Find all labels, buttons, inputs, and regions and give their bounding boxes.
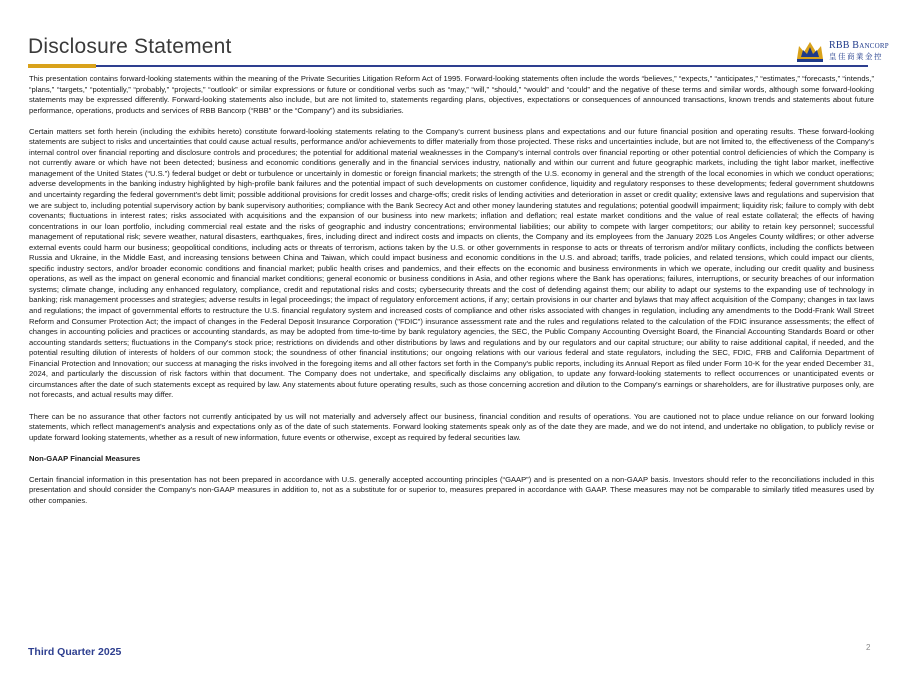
title-divider-accent bbox=[28, 64, 96, 68]
nongaap-heading: Non-GAAP Financial Measures bbox=[29, 453, 141, 463]
logo-chinese-name: 皇佳商業金控 bbox=[829, 52, 883, 62]
paragraph-nongaap: Certain financial information in this presentation has not been prepared in accordance with U.S. generally accepted accounting principles (“GAAP”) and is presented on a non-GAAP basis. Investors should refer to the reconciliations included in this presentation and should consider the Company's non-GAAP measures in addition to, not as a substitute for or superior to, measures prepared in accordance with GAAP. These measures may not be comparable to similarly titled measures used by other companies. bbox=[29, 474, 874, 505]
logo-text bbox=[829, 41, 889, 61]
title-divider bbox=[28, 65, 868, 67]
page-number: 2 bbox=[866, 643, 871, 652]
paragraph-risk-factors: Certain matters set forth herein (including the exhibits hereto) constitute forward-looking statements relating to the Company's current business plans and expectations and our future financial position and operating results. These forward-looking statements are subject to risks and uncertainties that could cause actual results, performance and/or achievements to differ materially from those projected. These risks and uncertainties include, but are not limited to, the effectiveness of the Company's internal control over financial reporting and disclosure controls and procedures; the potential for additional material weaknesses in the Company's internal controls over financial reporting or other potential control deficiencies of which the Company is not currently aware or which have not been detected; business and economic conditions generally and in the financial services industry, nationally and within our current and future geographic markets, including the tight labor market, ineffective management of the United States (“U.S.”) federal budget or debt or turbulence or uncertainly in domestic or foreign financial markets; the strength of the U.S. economy in general and the strength of the local economies in which we conduct operations; adverse developments in the banking industry highlighted by high-profile bank failures and the potential impact of such developments on customer confidence, liquidity and regulatory responses to these developments; federal government shutdowns and uncertainty regarding the federal government's debt limit; possible additional provisions for credit losses and charge-offs; credit risks of lending activities and deterioration in asset or credit quality; extensive laws and regulations and supervision that we are subject to, including potential supervisory action by bank supervisory authorities; compliance with the Bank Secrecy Act and other money laundering statutes and regulations; potential goodwill impairment; liquidity risk; failure to comply with debt covenants; fluctuations in interest rates; risks associated with acquisitions and the expansion of our business into new markets; inflation and deflation; real estate market conditions and the value of real estate collateral; the effects of having concentrations in our loan portfolio, including commercial real estate and the risks of geographic and industry concentrations; environmental liabilities; our ability to compete with larger competitors; our ability to retain key personnel; successful management of reputational risk; severe weather, natural disasters, earthquakes, fires, including direct and indirect costs and impacts on clients, the Company and its employees from the January 2025 Los Angeles County wildfires; or other adverse external events could harm our business; geopolitical conditions, including acts or threats of terrorism, actions taken by the U.S. or other governments in response to acts or threats of terrorism and/or military conflicts, including the conflicts between Russia and Ukraine, in the Middle East, and increasing tensions between China and Taiwan, which could impact business and economic conditions in the U.S. and abroad; tariffs, trade policies, and related tensions, which could impact our clients, specific industry sectors, and/or broader economic conditions and financial market; public health crises and pandemics, and their effects on the economic and business environments in which we operate, including our credit quality and business operations, as well as the impact on general economic and financial market conditions; general economic or business conditions in Asia, and other regions where the Bank has operations; failures, interruptions, or security breaches of our information systems; climate change, including any enhanced regulatory, compliance, credit and reputational risks and costs; cybersecurity threats and the cost of defending against them; our ability to adapt our systems to the expanding use of technology in banking; risk management processes and strategies; adverse results in legal proceedings; the impact of regulatory enforcement actions, if any; certain provisions in our charter and bylaws that may affect acquisition of the Company; changes in tax laws and regulations; the impact of governmental efforts to restructure the U.S. financial regulatory system and increased costs of compliance and other risks associated with changes in regulation, including any amendments to the Dodd-Frank Wall Street Reform and Consumer Protection Act; the impact of changes in the Federal Deposit Insurance Corporation ("FDIC") insurance assessment rate and the rules and regulations related to the calculation of the FDIC insurance assessments; the effect of changes in accounting policies and practices or accounting standards, as may be adopted from time-to-time by bank regulatory agencies, the SEC, the Public Company Accounting Oversight Board, the Financial Accounting Standards Board or other accounting standards setters; fluctuations in the Company's stock price; restrictions on dividends and other distributions by laws and regulations and by our regulators and our capital structure; our ability to raise additional capital, if needed, and the potential resulting dilution of interests of holders of our common stock; the soundness of other financial institutions; our ongoing relations with our various federal and state regulators, including the SEC, FDIC, FRB and California Department of Financial Protection and Innovation; our success at managing the risks involved in the foregoing items and all other factors set forth in the Company's public reports, including its Annual Report as filed under Form 10-K for the year ended December 31, 2024, and particularly the discussion of risk factors within that document. The Company does not undertake, and specifically disclaims any obligation, to update any forward-looking statements to reflect occurrences or unanticipated events or circumstances after the date of such statements except as required by law. Any statements about future operating results, such as those concerning accretion and dilution to the Company's earnings or shareholders, are for illustrative purposes only, are not forecasts, and actual results may differ. bbox=[29, 126, 874, 400]
paragraph-forward-looking-intro: This presentation contains forward-looking statements within the meaning of the Private Securities Litigation Reform Act of 1995. Forward-looking statements often include the words “believes,” “expects,” “anticipates,” “estimates,” “forecasts,” “intends,” “plans,” “targets,” “potentially,” “probably,” “projects,” “outlook” or similar expressions or future or conditional verbs such as “may,” “will,” “should,” “would” and “could” and the negative of these terms and similar words, although some forward-looking statements may be expressed differently. Forward-looking statements also include, but are not limited to, statements regarding plans, objectives, expectations or consequences of announced transactions, known trends and statements about future performance, operations, products and services of RBB Bancorp (“RBB” or the “Company”) and its subsidiaries. bbox=[29, 74, 874, 115]
company-logo bbox=[795, 38, 895, 64]
logo-name: RBB BANCORP bbox=[829, 40, 889, 52]
footer-period: Third Quarter 2025 bbox=[28, 646, 122, 658]
page-title: Disclosure Statement bbox=[28, 35, 232, 58]
paragraph-no-assurance: There can be no assurance that other factors not currently anticipated by us will not materially and adversely affect our business, financial condition and results of operations. You are cautioned not to place undue reliance on our forward looking statements, which reflect management's analysis and expectations only as of the date of such statements. Forward looking statements speak only as of the date they are made, and we do not intend, and undertake no obligation, to publicly revise or update forward looking statements, whether as a result of new information, future events or otherwise, except as required by federal securities law. bbox=[29, 411, 874, 442]
crown-logo-icon bbox=[795, 39, 825, 63]
disclosure-body bbox=[29, 74, 874, 517]
